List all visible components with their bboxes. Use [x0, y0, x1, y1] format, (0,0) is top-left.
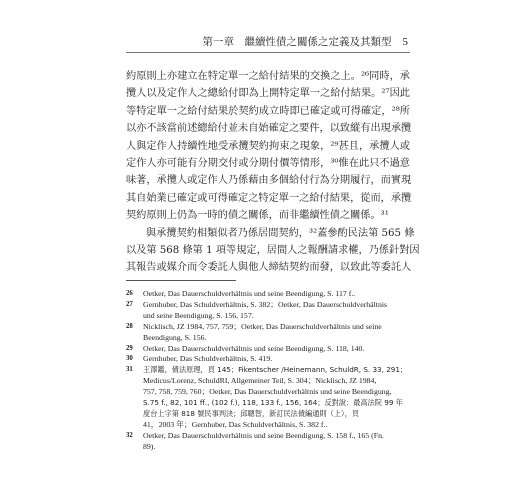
- footnote-line: Oetker, Das Dauerschuldverhältnis und seine Beendigung, S. 118, 140.: [143, 343, 365, 353]
- footnote-line: Beendigung, S. 156.: [143, 332, 207, 342]
- footnote-line: Oetker, Das Dauerschuldverhältnis und seine Beendigung, S. 117 f..: [143, 289, 356, 298]
- page-number: 5: [402, 36, 408, 48]
- footnote-line: Gernhuber, Das Schuldverhältnis, S. 382；Oetker, Das Dauerschuldverhältnis: [143, 299, 388, 309]
- footnote-number: 26: [126, 290, 133, 297]
- body-line: 其自始業已確定或可得確定之特定單一之給付結果，從而，承攬: [126, 192, 412, 204]
- body-line: 其報告或媒介而令委託人與他人締結契約而發，以致此等委託人: [126, 262, 412, 274]
- footnote-number: 28: [126, 322, 133, 330]
- body-line: 以亦不該當前述總給付並未自始確定之要件，以致縱有出現承攬: [126, 123, 412, 135]
- footnote-line: 41，2003 年；Gernhuber, Das Schuldverhältnis, S. 382 f..: [143, 419, 328, 429]
- footnote: [126, 289, 412, 300]
- footnote: [126, 431, 412, 453]
- footnotes: [126, 289, 412, 453]
- body-line: 約原則上亦建立在特定單一之給付結果的交換之上。²⁶同時，承: [126, 71, 410, 82]
- footnote-line: und seine Beendigung, S. 156, 157.: [143, 310, 254, 320]
- footnote-number: 30: [126, 355, 133, 363]
- footnote-number: 31: [126, 366, 133, 374]
- footnote: [126, 354, 412, 365]
- footnote: [126, 344, 412, 355]
- chapter-title: 第一章 繼續性債之關係之定義及其類型: [202, 36, 392, 48]
- footnote: [126, 322, 412, 344]
- footnote-number: 27: [126, 300, 133, 308]
- footnote-line: 度台上字第 818 號民事判決；邱聰智，新訂民法債編通則（上），頁: [143, 408, 359, 418]
- footnote-line: Gernhuber, Das Schuldverhältnis, S. 419.: [143, 354, 273, 364]
- footnote-line: Medicus/Lorenz, SchuldRI, Allgemeiner Teil, S. 304；Nicklisch, JZ 1984,: [143, 376, 377, 386]
- body-line: 以及第 568 條第 1 項等規定，居間人之報酬請求權，乃係針對因: [126, 245, 420, 257]
- body-line: 等特定單一之給付結果於契約成立時即已確定或可得確定，²⁸所: [126, 105, 410, 117]
- footnote: [126, 300, 412, 322]
- footnote-separator: [126, 280, 236, 281]
- footnote-line: Oetker, Das Dauerschuldverhältnis und seine Beendigung, S. 158 f., 165 (Fn.: [143, 430, 384, 440]
- body-line: 定作人亦可能有分期交付或分期付價等情形，³⁰惟在此只不過意: [126, 158, 410, 170]
- footnote-line: 757, 758, 759, 760；Oetker, Das Dauerschuldverhältnis und seine Beendigung,: [143, 387, 392, 397]
- footnote-line: 王澤鑑，債法原理，頁 145；Fikentscher /Heinemann, SchuldR, S. 33, 291；: [143, 365, 408, 375]
- body-text: [126, 68, 420, 277]
- footnote-line: S.75 f., 82, 101 ff., (102 f.), 118, 133 f., 156, 164；反對說：最高法院 99 年: [143, 398, 403, 408]
- footnote-line: Nicklisch, JZ 1984, 757, 759；Oetker, Das Dauerschuldverhältnis und seine: [143, 321, 382, 331]
- body-line: 與承攬契約相類似者乃係居間契約，³²蓋參酌民法第 565 條: [146, 227, 415, 239]
- footnote: [126, 365, 412, 430]
- footnote-number: 29: [126, 344, 133, 352]
- footnote-number: 32: [126, 431, 133, 439]
- running-header: [150, 34, 408, 49]
- body-line: 人與定作人持續性地受承攬契約拘束之現象，²⁹甚且，承攬人或: [126, 140, 410, 152]
- header-rule: [126, 52, 410, 53]
- body-line: 攬人以及定作人之總給付即為上開特定單一之給付結果。²⁷因此: [126, 88, 410, 100]
- body-line: 契約原則上仍為一時的債之關係，而非繼續性債之關係。³¹: [126, 210, 389, 222]
- footnote-line: 89).: [143, 441, 156, 451]
- body-line: 味著，承攬人或定作人乃係藉由多個給付行為分期履行，而實現: [126, 175, 412, 187]
